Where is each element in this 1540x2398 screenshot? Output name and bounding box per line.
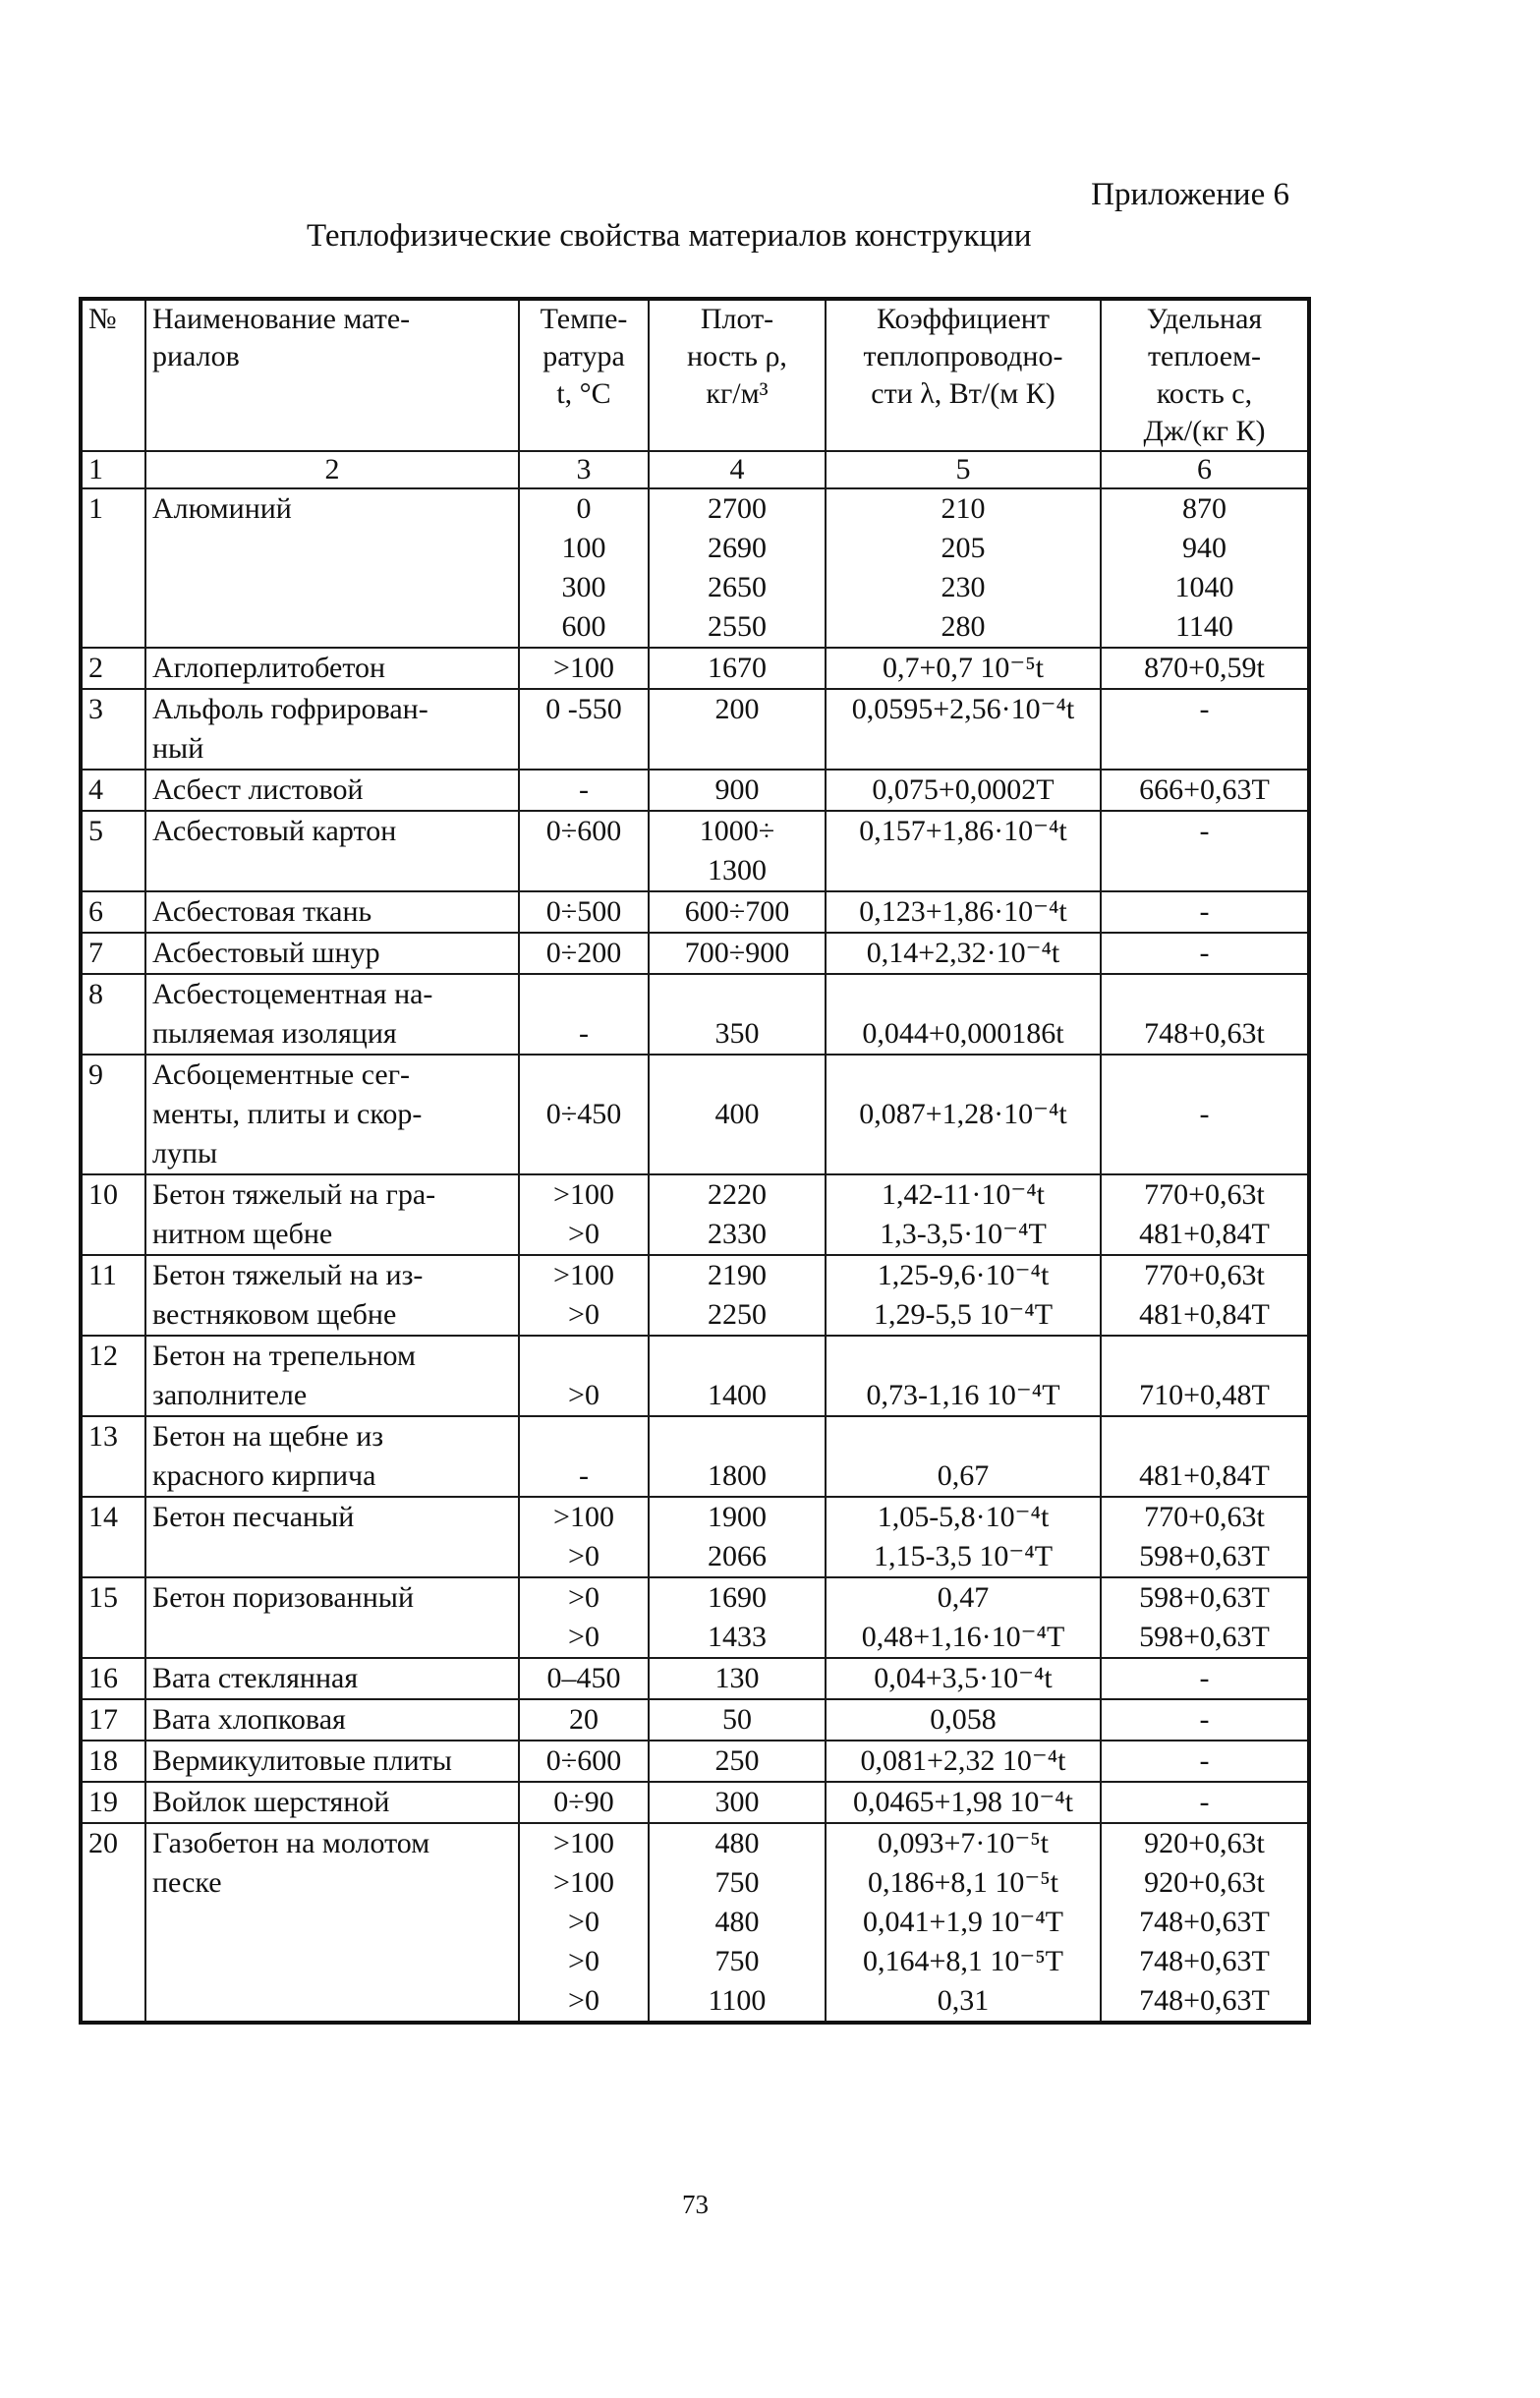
table-row	[81, 1336, 1309, 1416]
material-name: Асбестовая ткань	[145, 891, 519, 933]
heat-capacity-cell: -	[1101, 811, 1309, 891]
table-row	[81, 1577, 1309, 1658]
material-name: Асбест листовой	[145, 770, 519, 811]
temperature-cell: -	[519, 974, 649, 1055]
conductivity-cell: 0,14+2,32·10⁻⁴t	[826, 933, 1101, 974]
row-number: 14	[81, 1497, 145, 1577]
material-name: Вата стеклянная	[145, 1658, 519, 1699]
temperature-cell: -	[519, 1416, 649, 1497]
table-row	[81, 811, 1309, 891]
row-number: 8	[81, 974, 145, 1055]
table-row	[81, 689, 1309, 770]
row-number: 16	[81, 1658, 145, 1699]
appendix-label: Приложение 6	[1091, 177, 1289, 212]
heat-capacity-cell: -	[1101, 933, 1309, 974]
row-number: 5	[81, 811, 145, 891]
table-row	[81, 1416, 1309, 1497]
material-name: Газобетон на молотом песке	[145, 1823, 519, 2023]
density-cell: 2190 2250	[649, 1255, 826, 1336]
conductivity-cell: 0,157+1,86·10⁻⁴t	[826, 811, 1101, 891]
table-row	[81, 1699, 1309, 1741]
material-name: Бетон тяжелый на из- вестняковом щебне	[145, 1255, 519, 1336]
density-cell: 900	[649, 770, 826, 811]
conductivity-cell: 0,7+0,7 10⁻⁵t	[826, 648, 1101, 689]
page-number: 73	[682, 2190, 709, 2219]
table-row	[81, 1055, 1309, 1174]
material-name: Асбестоцементная на- пыляемая изоляция	[145, 974, 519, 1055]
density-cell: 1690 1433	[649, 1577, 826, 1658]
header-conductivity: Коэффициент теплопроводно- сти λ, Вт/(м К)	[826, 299, 1101, 451]
density-cell: 300	[649, 1782, 826, 1823]
table-row	[81, 770, 1309, 811]
conductivity-cell: 1,25-9,6·10⁻⁴t 1,29-5,5 10⁻⁴T	[826, 1255, 1101, 1336]
conductivity-cell: 210 205 230 280	[826, 488, 1101, 648]
heat-capacity-cell: 481+0,84T	[1101, 1416, 1309, 1497]
row-number: 4	[81, 770, 145, 811]
table-row	[81, 1658, 1309, 1699]
temperature-cell: 0÷600	[519, 1741, 649, 1782]
row-number: 18	[81, 1741, 145, 1782]
heat-capacity-cell: 870 940 1040 1140	[1101, 488, 1309, 648]
row-number: 12	[81, 1336, 145, 1416]
heat-capacity-cell: 770+0,63t 598+0,63T	[1101, 1497, 1309, 1577]
conductivity-cell: 0,47 0,48+1,16·10⁻⁴T	[826, 1577, 1101, 1658]
density-cell: 1900 2066	[649, 1497, 826, 1577]
table-row	[81, 1823, 1309, 2023]
conductivity-cell: 0,093+7·10⁻⁵t 0,186+8,1 10⁻⁵t 0,041+1,9 10⁻⁴T 0,164+8,1 10⁻⁵T 0,31	[826, 1823, 1101, 2023]
density-cell: 200	[649, 689, 826, 770]
row-number: 1	[81, 488, 145, 648]
density-cell: 130	[649, 1658, 826, 1699]
conductivity-cell: 1,05-5,8·10⁻⁴t 1,15-3,5 10⁻⁴T	[826, 1497, 1101, 1577]
material-name: Асбоцементные сег- менты, плиты и скор- лупы	[145, 1055, 519, 1174]
conductivity-cell: 0,0465+1,98 10⁻⁴t	[826, 1782, 1101, 1823]
temperature-cell: >0 >0	[519, 1577, 649, 1658]
heat-capacity-cell: 666+0,63T	[1101, 770, 1309, 811]
density-cell: 700÷900	[649, 933, 826, 974]
header-row	[81, 299, 1309, 451]
table-row	[81, 1255, 1309, 1336]
conductivity-cell: 0,04+3,5·10⁻⁴t	[826, 1658, 1101, 1699]
row-number: 3	[81, 689, 145, 770]
row-number: 11	[81, 1255, 145, 1336]
heat-capacity-cell: 770+0,63t 481+0,84T	[1101, 1255, 1309, 1336]
material-name: Бетон на щебне из красного кирпича	[145, 1416, 519, 1497]
density-cell: 2220 2330	[649, 1174, 826, 1255]
material-name: Аглоперлитобетон	[145, 648, 519, 689]
row-number: 9	[81, 1055, 145, 1174]
header-name: Наименование мате- риалов	[145, 299, 519, 451]
conductivity-cell: 0,058	[826, 1699, 1101, 1741]
density-cell: 400	[649, 1055, 826, 1174]
heat-capacity-cell: -	[1101, 1699, 1309, 1741]
material-name: Вермикулитовые плиты	[145, 1741, 519, 1782]
density-cell: 50	[649, 1699, 826, 1741]
temperature-cell: 0–450	[519, 1658, 649, 1699]
temperature-cell: 0 -550	[519, 689, 649, 770]
material-name: Бетон на трепельном заполнителе	[145, 1336, 519, 1416]
heat-capacity-cell: -	[1101, 1782, 1309, 1823]
temperature-cell: 0÷200	[519, 933, 649, 974]
row-number: 2	[81, 648, 145, 689]
heat-capacity-cell: -	[1101, 1055, 1309, 1174]
column-number: 4	[649, 451, 826, 488]
density-cell: 600÷700	[649, 891, 826, 933]
material-name: Войлок шерстяной	[145, 1782, 519, 1823]
density-cell: 1400	[649, 1336, 826, 1416]
table-row	[81, 648, 1309, 689]
row-number: 15	[81, 1577, 145, 1658]
row-number: 7	[81, 933, 145, 974]
heat-capacity-cell: 710+0,48T	[1101, 1336, 1309, 1416]
heat-capacity-cell: 770+0,63t 481+0,84T	[1101, 1174, 1309, 1255]
row-number: 10	[81, 1174, 145, 1255]
density-cell: 2700 2690 2650 2550	[649, 488, 826, 648]
heat-capacity-cell: 870+0,59t	[1101, 648, 1309, 689]
temperature-cell: 0 100 300 600	[519, 488, 649, 648]
header-heat-capacity: Удельная теплоем- кость с, Дж/(кг К)	[1101, 299, 1309, 451]
temperature-cell: 0÷450	[519, 1055, 649, 1174]
header-density: Плот- ность ρ, кг/м³	[649, 299, 826, 451]
conductivity-cell: 0,0595+2,56·10⁻⁴t	[826, 689, 1101, 770]
conductivity-cell: 0,123+1,86·10⁻⁴t	[826, 891, 1101, 933]
material-name: Альфоль гофрирован- ный	[145, 689, 519, 770]
density-cell: 1800	[649, 1416, 826, 1497]
conductivity-cell: 0,044+0,000186t	[826, 974, 1101, 1055]
table-row	[81, 933, 1309, 974]
temperature-cell: >100 >100 >0 >0 >0	[519, 1823, 649, 2023]
column-number: 6	[1101, 451, 1309, 488]
row-number: 6	[81, 891, 145, 933]
column-number-row	[81, 451, 1309, 488]
temperature-cell: >100	[519, 648, 649, 689]
density-cell: 250	[649, 1741, 826, 1782]
material-name: Бетон песчаный	[145, 1497, 519, 1577]
conductivity-cell: 1,42-11·10⁻⁴t 1,3-3,5·10⁻⁴T	[826, 1174, 1101, 1255]
table-body	[81, 488, 1309, 2023]
conductivity-cell: 0,67	[826, 1416, 1101, 1497]
temperature-cell: >100 >0	[519, 1174, 649, 1255]
table-row	[81, 1782, 1309, 1823]
column-number: 3	[519, 451, 649, 488]
table-row	[81, 1497, 1309, 1577]
header-number: №	[81, 299, 145, 451]
heat-capacity-cell: -	[1101, 689, 1309, 770]
conductivity-cell: 0,075+0,0002T	[826, 770, 1101, 811]
row-number: 19	[81, 1782, 145, 1823]
temperature-cell: >100 >0	[519, 1497, 649, 1577]
heat-capacity-cell: 920+0,63t 920+0,63t 748+0,63T 748+0,63T 748+0,63T	[1101, 1823, 1309, 2023]
header-temperature: Темпе- ратура t, °С	[519, 299, 649, 451]
row-number: 13	[81, 1416, 145, 1497]
temperature-cell: 20	[519, 1699, 649, 1741]
heat-capacity-cell: -	[1101, 1658, 1309, 1699]
material-name: Асбестовый картон	[145, 811, 519, 891]
table-row	[81, 488, 1309, 648]
material-properties-table	[79, 297, 1311, 2025]
table-row	[81, 974, 1309, 1055]
heat-capacity-cell: 748+0,63t	[1101, 974, 1309, 1055]
table-row	[81, 1174, 1309, 1255]
conductivity-cell: 0,081+2,32 10⁻⁴t	[826, 1741, 1101, 1782]
heat-capacity-cell: -	[1101, 1741, 1309, 1782]
table-row	[81, 891, 1309, 933]
temperature-cell: 0÷90	[519, 1782, 649, 1823]
column-number: 1	[81, 451, 145, 488]
heat-capacity-cell: 598+0,63T 598+0,63T	[1101, 1577, 1309, 1658]
material-name: Асбестовый шнур	[145, 933, 519, 974]
row-number: 17	[81, 1699, 145, 1741]
temperature-cell: 0÷600	[519, 811, 649, 891]
temperature-cell: >100 >0	[519, 1255, 649, 1336]
row-number: 20	[81, 1823, 145, 2023]
material-name: Бетон тяжелый на гра- нитном щебне	[145, 1174, 519, 1255]
heat-capacity-cell: -	[1101, 891, 1309, 933]
density-cell: 480 750 480 750 1100	[649, 1823, 826, 2023]
table-caption: Теплофизические свойства материалов конструкции	[307, 218, 1032, 254]
density-cell: 350	[649, 974, 826, 1055]
column-number: 2	[145, 451, 519, 488]
table-row	[81, 1741, 1309, 1782]
density-cell: 1670	[649, 648, 826, 689]
material-name: Алюминий	[145, 488, 519, 648]
conductivity-cell: 0,087+1,28·10⁻⁴t	[826, 1055, 1101, 1174]
temperature-cell: >0	[519, 1336, 649, 1416]
conductivity-cell: 0,73-1,16 10⁻⁴T	[826, 1336, 1101, 1416]
density-cell: 1000÷ 1300	[649, 811, 826, 891]
temperature-cell: 0÷500	[519, 891, 649, 933]
column-number: 5	[826, 451, 1101, 488]
material-name: Бетон поризованный	[145, 1577, 519, 1658]
temperature-cell: -	[519, 770, 649, 811]
material-name: Вата хлопковая	[145, 1699, 519, 1741]
